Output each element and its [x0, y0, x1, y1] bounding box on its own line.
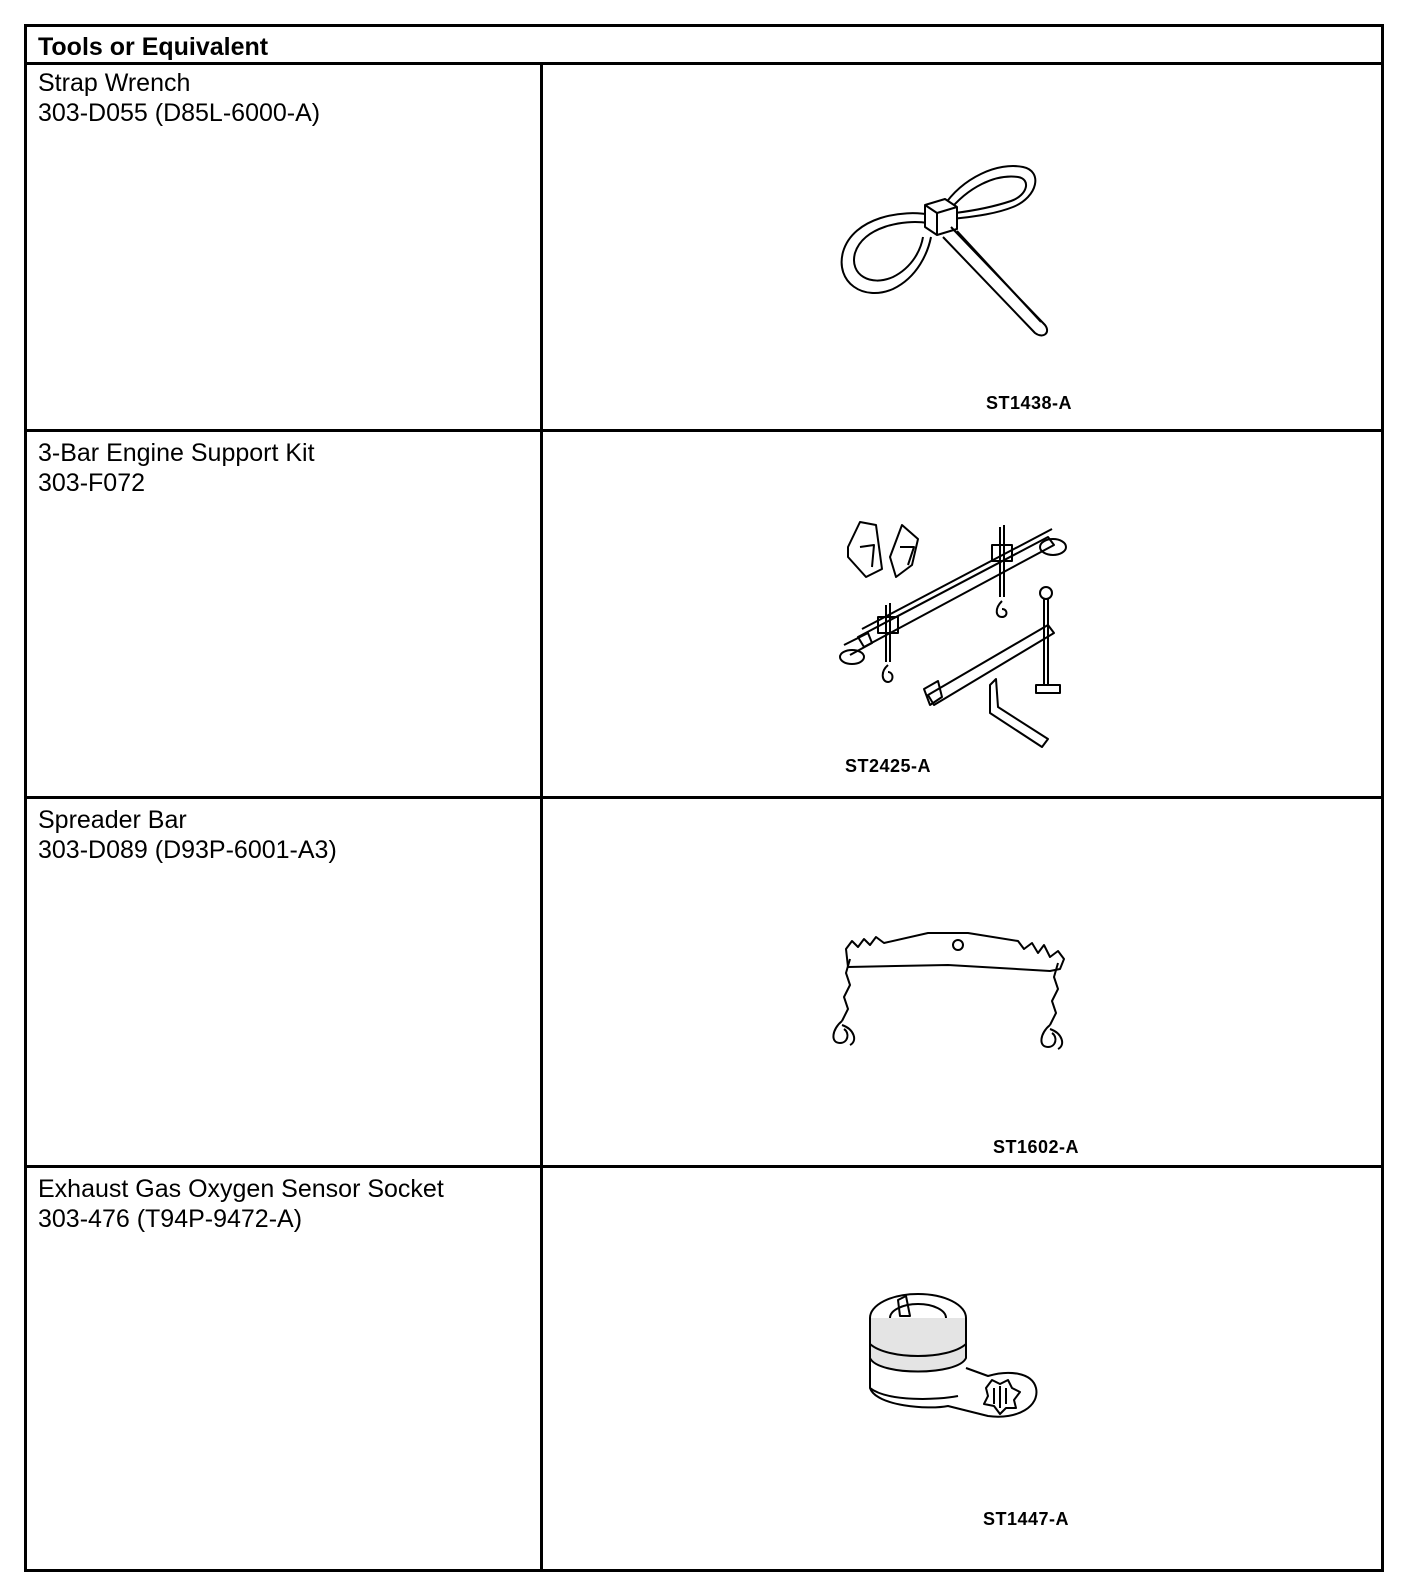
- tool-number: 303-D055 (D85L-6000-A): [38, 99, 321, 127]
- table-row: [27, 432, 1381, 799]
- illustration-code: ST1438-A: [986, 393, 1073, 413]
- tool-description-cell: [27, 1168, 543, 1572]
- tool-number: 303-F072: [38, 469, 146, 497]
- engine-support-kit-illustration: [838, 517, 1088, 757]
- strap-wrench-illustration: [833, 157, 1073, 342]
- tool-illustration-cell: [543, 799, 1381, 1165]
- tool-name: 3-Bar Engine Support Kit: [38, 439, 315, 467]
- table-row: [27, 1168, 1381, 1572]
- tool-name: Exhaust Gas Oxygen Sensor Socket: [38, 1175, 444, 1203]
- illustration-code: ST1447-A: [983, 1509, 1070, 1529]
- oxygen-sensor-socket-illustration: [868, 1288, 1048, 1438]
- tool-number: 303-D089 (D93P-6001-A3): [38, 836, 337, 864]
- tools-table: [24, 24, 1384, 1572]
- tool-illustration-cell: [543, 1168, 1381, 1572]
- illustration-code: ST1602-A: [993, 1137, 1080, 1157]
- tool-illustration-cell: [543, 62, 1381, 429]
- table-header: [27, 27, 1381, 65]
- tool-name: Spreader Bar: [38, 806, 187, 834]
- tool-description-cell: [27, 432, 543, 796]
- table-title: Tools or Equivalent: [38, 33, 269, 61]
- tool-description-cell: [27, 62, 543, 429]
- tool-illustration-cell: [543, 432, 1381, 796]
- tool-description-cell: [27, 799, 543, 1165]
- tool-number: 303-476 (T94P-9472-A): [38, 1205, 303, 1233]
- table-row: [27, 799, 1381, 1168]
- spreader-bar-illustration: [828, 929, 1088, 1069]
- illustration-code: ST2425-A: [845, 756, 932, 776]
- table-row: [27, 62, 1381, 432]
- tool-name: Strap Wrench: [38, 69, 191, 97]
